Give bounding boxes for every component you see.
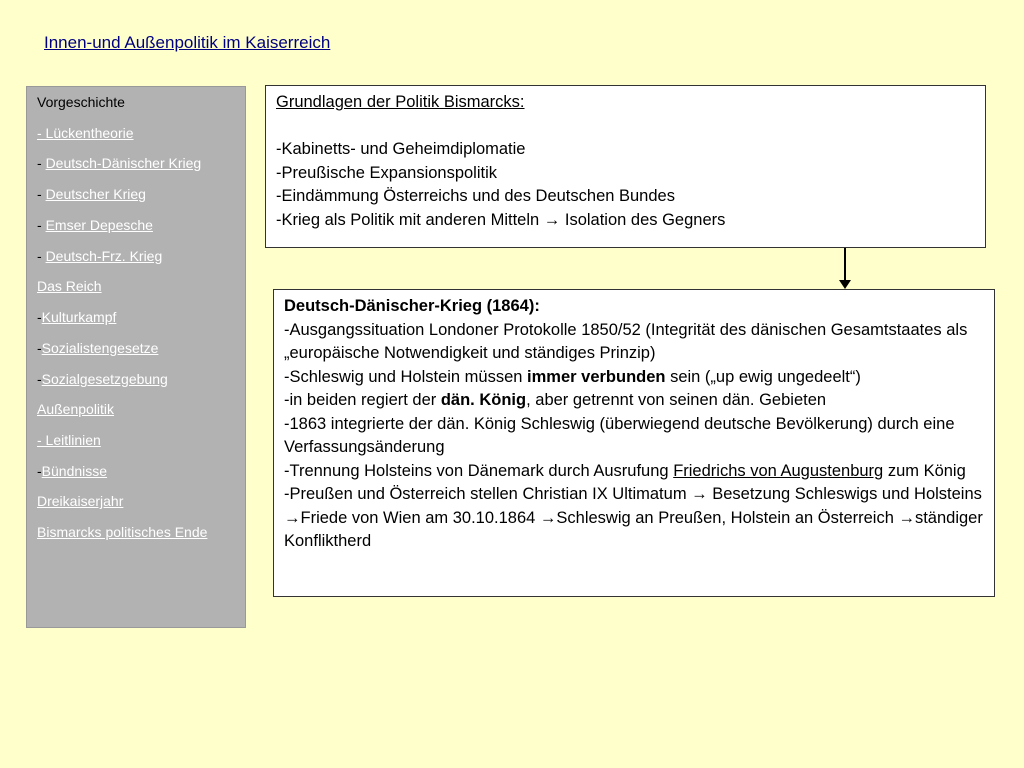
sidebar-link-dreikaiserjahr[interactable]: Dreikaiserjahr: [37, 493, 124, 509]
sidebar-heading: Vorgeschichte: [37, 94, 125, 110]
sidebar-link-das-reich[interactable]: Das Reich: [37, 278, 102, 294]
spacer: [276, 115, 975, 139]
sidebar-item-buendnisse: [37, 463, 107, 480]
krieg-paragraph-4: -1863 integrierte der dän. König Schleswig (überwiegend deutsche Bevölkerung) durch eine Verfassungsänderung: [284, 414, 955, 456]
text-segment: Friede von Wien am 30.10.1864: [300, 508, 540, 527]
augustenburg-link[interactable]: Friedrichs von Augustenburg: [673, 461, 884, 480]
sidebar-link-sozialistengesetze[interactable]: Sozialistengesetze: [41, 340, 159, 356]
sidebar-item-prefix: -: [37, 371, 42, 387]
sidebar-link-deutscher-krieg[interactable]: Deutscher Krieg: [45, 186, 146, 202]
arrow-right-icon: →: [898, 508, 915, 527]
text-segment: -in beiden regiert der: [284, 391, 441, 409]
sidebar-nav: [26, 86, 246, 628]
sidebar-item-kulturkampf: [37, 309, 116, 326]
sidebar-item-prefix: -: [37, 217, 46, 233]
text-segment: sein („up ewig ungedeelt“): [665, 367, 861, 386]
sidebar-link-bismarcks-ende[interactable]: Bismarcks politisches Ende: [37, 524, 208, 540]
sidebar-link-emser-depesche[interactable]: Emser Depesche: [45, 217, 153, 233]
grundlagen-line-3: -Eindämmung Österreichs und des Deutschen Bundes: [276, 187, 675, 205]
sidebar-item-prefix: -: [37, 340, 42, 356]
grundlagen-heading: Grundlagen der Politik Bismarcks:: [276, 93, 525, 111]
arrow-right-icon: →: [691, 485, 708, 503]
text-segment: Besetzung Schleswigs und Holsteins: [707, 485, 982, 503]
sidebar-item-dreikaiserjahr: [37, 493, 123, 510]
sidebar-item-bismarcks-ende: [37, 524, 217, 541]
sidebar-link-buendnisse[interactable]: Bündnisse: [41, 463, 108, 479]
grundlagen-box: [265, 85, 986, 248]
grundlagen-line-2: -Preußische Expansionspolitik: [276, 163, 498, 182]
bold-text: immer verbunden: [527, 367, 666, 386]
deutsch-daenischer-krieg-box: [273, 289, 995, 597]
sidebar-item-leitlinien: [37, 432, 101, 449]
grundlagen-line-4: [276, 209, 975, 233]
sidebar-item-sozialgesetzgebung: [37, 371, 168, 388]
text-segment: -Schleswig und Holstein müssen: [284, 367, 528, 386]
arrow-right-icon: →: [539, 508, 557, 527]
text-segment: -Trennung Holsteins von Dänemark durch Ausrufung: [284, 461, 674, 480]
sidebar-item-deutsch-frz-krieg: [37, 248, 162, 265]
krieg-paragraph-2: [284, 366, 984, 390]
sidebar-item-prefix: -: [37, 155, 46, 171]
sidebar-item-aussenpolitik: [37, 401, 114, 418]
sidebar-item-emser-depesche: [37, 217, 153, 234]
sidebar-item-lueckentheorie: [37, 125, 134, 142]
sidebar-link-lueckentheorie[interactable]: - Lückentheorie: [37, 125, 134, 141]
text-segment: -Preußen und Österreich stellen Christian IX Ultimatum: [284, 485, 692, 503]
sidebar-item-prefix: -: [37, 186, 46, 202]
arrow-down-icon: [839, 280, 851, 289]
sidebar-item-prefix: -: [37, 248, 46, 264]
sidebar-link-kulturkampf[interactable]: Kulturkampf: [41, 309, 117, 325]
grundlagen-line-1: -Kabinetts- und Geheimdiplomatie: [276, 140, 526, 158]
sidebar-item-das-reich: [37, 278, 102, 295]
sidebar-item-prefix: -: [37, 309, 42, 325]
sidebar-item-deutsch-daenischer-krieg: [37, 155, 201, 172]
krieg-paragraph-1: -Ausgangssituation Londoner Protokolle 1850/52 (Integrität des dänischen Gesamtstaates als „europäische Notwendigkeit und ständiges Prinzip): [284, 320, 968, 362]
sidebar-item-sozialistengesetze: [37, 340, 158, 357]
krieg-heading: Deutsch-Dänischer-Krieg (1864):: [284, 297, 540, 315]
arrow-right-icon: →: [284, 508, 301, 527]
sidebar-link-leitlinien[interactable]: - Leitlinien: [37, 432, 101, 448]
sidebar-link-sozialgesetzgebung[interactable]: Sozialgesetzgebung: [41, 371, 168, 387]
sidebar-link-deutsch-daenischer-krieg[interactable]: Deutsch-Dänischer Krieg: [45, 155, 202, 171]
page-title: Innen-und Außenpolitik im Kaiserreich: [44, 33, 331, 52]
sidebar-link-deutsch-frz-krieg[interactable]: Deutsch-Frz. Krieg: [45, 248, 163, 264]
text-segment: zum König: [883, 461, 966, 480]
krieg-paragraph-5: [284, 460, 984, 484]
text-segment: -Krieg als Politik mit anderen Mitteln: [276, 210, 544, 229]
sidebar-item-deutscher-krieg: [37, 186, 146, 203]
text-segment: , aber getrennt von seinen dän. Gebieten: [526, 391, 827, 409]
text-segment: ständiger Konfliktherd: [284, 508, 983, 550]
bold-text: dän. König: [440, 391, 527, 409]
text-segment: Schleswig an Preußen, Holstein an Österreich: [556, 508, 899, 527]
connector-line: [844, 248, 846, 281]
arrow-right-icon: →: [543, 210, 561, 229]
krieg-paragraph-3: [284, 389, 984, 413]
sidebar-link-aussenpolitik[interactable]: Außenpolitik: [37, 401, 115, 417]
sidebar-item-prefix: -: [37, 463, 42, 479]
krieg-paragraph-6: [284, 483, 984, 554]
text-segment: Isolation des Gegners: [560, 210, 726, 229]
